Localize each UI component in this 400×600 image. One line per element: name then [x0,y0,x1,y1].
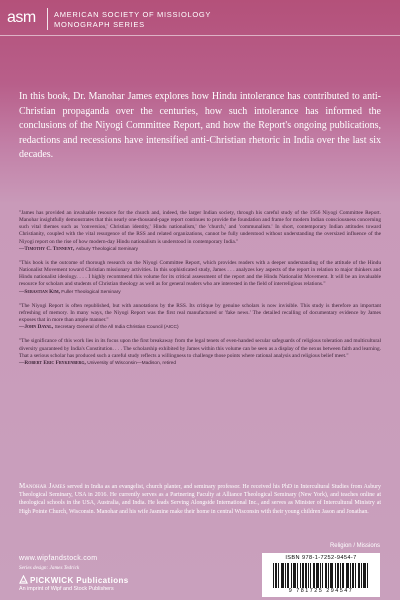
barcode-bar [352,563,353,588]
barcode-bar [317,563,318,588]
series-title-line2: MONOGRAPH SERIES [54,20,145,29]
barcode-bar [322,563,323,588]
isbn-label: ISBN 978-1-7252-9454-7 [285,555,357,561]
barcode-bar [367,563,368,588]
barcode-bar [361,563,362,588]
barcode-bar [287,563,288,588]
barcode-bar [314,563,315,588]
barcode-bar [355,563,356,588]
barcode-digits: 9 781725 294547 [288,588,354,594]
endorsement-quote: "The significance of this work lies in its focus upon the first breakaway from the legal tenets of even-handed secular safeguards of religious toleration and multicultural diversity guaranteed by India's Constitution. . . . The scholarship exhibited by James within this volume can be seen as a display of the nexus between faith and learning. That a serious scholar has produced such a careful study reflects a willingness to challenge those points where rational analysis and religious belief meet." [19,338,381,359]
barcode-bar [364,563,365,588]
barcode-bar [313,563,314,588]
barcode-bar [353,563,354,588]
endorsement-name: —Timothy C. Tennent, [19,245,75,252]
barcode-bar [278,563,279,588]
endorsement [19,210,381,253]
barcode-bar [316,563,317,588]
barcode-bar [363,563,364,588]
barcode-bar [328,563,329,588]
endorsement-role: University of Wisconsin—Madison, retired [87,360,177,366]
barcode-bar [305,563,306,588]
barcode-bar [342,563,343,588]
barcode-bar [343,563,344,588]
barcode-bar [297,563,298,588]
author-name: Manohar James [19,482,66,490]
barcode-bar [358,563,359,588]
barcode-bar [285,563,286,588]
endorsement-quote: "James has provided an invaluable resource for the church and, indeed, the larger Indian society, through his careful study of the 1956 Niyogi Committee Report. Manohar insightfully demonstrates that this nearly one-thousand-page report continues to provide the foundation and frame for modern Indian consciousness concerning such vital themes such as 'conversion,' Christian identity,' Hindu nationalism,' the 'church,' and 'communalism.' In short, contemporary Indian attitudes toward Christianity, coupled with the vital resurgence of the RSS and related organizations, cannot be fully understood without understanding the oversized influence of the Niyogi report on the rise of how modern-day Hindu nationalism is understood in contemporary India." [19,210,381,245]
barcode-bar [303,563,304,588]
endorsement [19,260,381,296]
endorsement-role: Secretary General of the All India Christian Council (AICC) [54,325,179,331]
header-divider [47,8,48,30]
barcode-bar [282,563,283,588]
barcode-bar [276,563,277,588]
book-description: In this book, Dr. Manohar James explores how Hindu intolerance has contributed to anti-Christian propaganda over the centuries, how such intolerance has informed the conclusions of the Niyogi Committee Report, and how the Report's ongoing publications, redactions and recessions have intensified anti-Christian rhetoric in India over the last six decades. [19,91,381,161]
asm-logo: asm [7,9,36,26]
barcode-bar [294,563,295,588]
endorsements [19,210,381,374]
barcode-bar [346,563,347,588]
endorsement [19,303,381,332]
barcode-bar [325,563,326,588]
endorsement [19,338,381,367]
publisher-label: PICKWICK Publications [30,576,129,585]
barcode-image [272,563,370,588]
barcode-bar [326,563,327,588]
endorsement-name: —Sebastian Kim, [19,288,60,295]
barcode-bar [332,563,333,588]
endorsement-role: Asbury Theological Seminary [75,246,139,252]
author-bio-text: served in India as an evangelist, church planter, and seminary professor. He received his PhD in Intercultural Studies from Asbury Theological Seminary, USA in 2016. He currently serves as a Partnering Faculty at Alliance Theological Seminary (New York), and teaches online at theological schools in the USA, Australia, and India. He leads Serving Alongside International Inc., and serves as Minister of Intercultural Ministry at High Pointe Church, Wisconsin. Manohar and his wife Jasmine make their home in central Wisconsin with their young children Jason and Jonathan. [19,484,381,515]
barcode-bar [350,563,351,588]
barcode-bar [310,563,311,588]
barcode-bar [365,563,366,588]
endorsement-name: —Robert Eric Frykenberg, [19,359,86,366]
barcode-bar [288,563,289,588]
barcode-bar [335,563,336,588]
barcode-bar [283,563,284,588]
series-title-line1: AMERICAN SOCIETY OF MISSIOLOGY [54,10,212,19]
barcode-bar [348,563,349,588]
pickwick-logo-icon [19,575,28,584]
author-bio [19,482,381,516]
barcode-bar [302,563,303,588]
barcode-box [262,553,380,597]
endorsement-quote: "The Niyogi Report is often republished, but with annotations by the RSS. Its critique by genuine scholars is now invisible. This study is therefore an important refreshing of memory. In many ways, the Niyogi Report was the first real manufactured or 'fake news.' The detailed recalling of documentary evidence by James exposes that in more than ample manner." [19,302,381,324]
barcode-bar [273,563,274,588]
publisher-name [19,575,129,585]
barcode-bar [300,563,301,588]
barcode-bar [337,563,338,588]
barcode-bar [340,563,341,588]
barcode-bar [338,563,339,588]
series-design-credit: Series design: James Tedrick [19,565,80,571]
imprint-line: An imprint of Wipf and Stock Publishers [19,586,114,592]
series-header [0,0,400,36]
barcode-bar [306,563,307,588]
endorsement-role: Fuller Theological Seminary [61,289,121,295]
barcode-bar [330,563,331,588]
barcode-bar [331,563,332,588]
endorsement-name: —John Dayal, [19,324,54,331]
endorsement-quote: "This book is the outcome of thorough research on the Niyogi Committee Report, which provides readers with a deeper understanding of the attitude of the Hindu Nationalist Movement toward Christian missionary activities. In this sophisticated study, James . . . analyzes key aspects of the report in relation to major thinkers and Hindu nationalist ideology. . . . I highly recommend this volume for its critical assessment of the report and the Hindu Nationalist Movement. It will be an invaluable resource for scholars and students of Christian theology as well as for general readers who are interested in the field of interreligious relations." [19,259,381,288]
barcode-bar [347,563,348,588]
category-label: Religion / Missions [329,543,380,549]
barcode-bar [359,563,360,588]
barcode-bar [281,563,282,588]
barcode-bar [318,563,319,588]
publisher-website[interactable]: www.wipfandstock.com [19,555,98,562]
barcode-bar [275,563,276,588]
barcode-bar [308,563,309,588]
barcode-bar [295,563,296,588]
barcode-bar [293,563,294,588]
barcode-bar [291,563,292,588]
barcode-bar [320,563,321,588]
